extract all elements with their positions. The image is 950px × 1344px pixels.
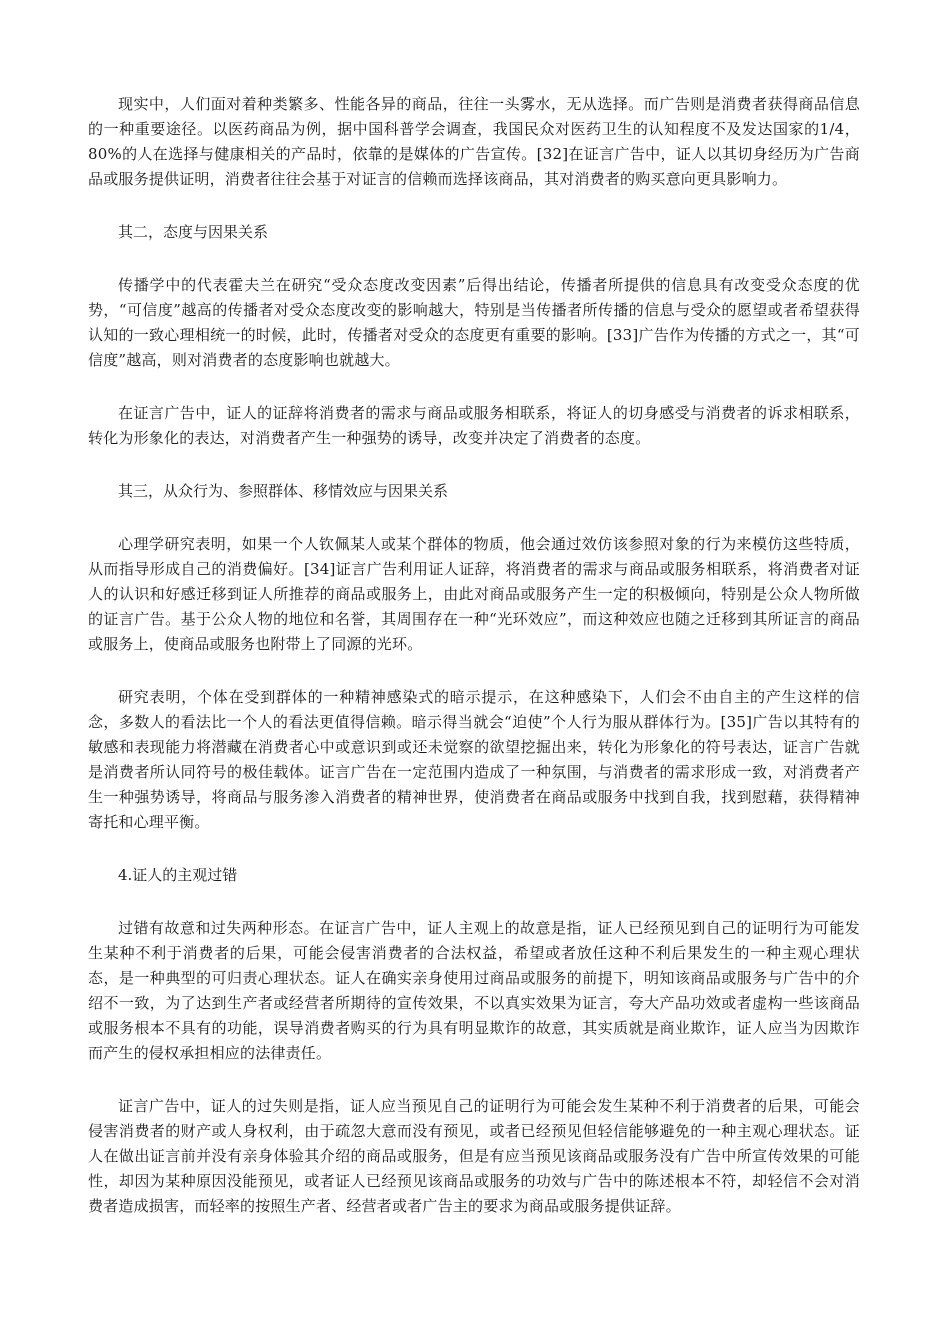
paragraph: 证言广告中，证人的过失则是指，证人应当预见自己的证明行为可能会发生某种不利于消费者的后果，可能会侵害消费者的财产或人身权利，由于疏忽大意而没有预见，或者已经预见但轻信能够避免的一种主观心理状态。证人在做出证言前并没有亲身体验其介绍的商品或服务，但是有应当预见该商品或服务没有广告中所宣传效果的可能性，却因为某种原因没能预见，或者证人已经预见该商品或服务的功效与广告中的陈述根本不符，却轻信不会对消费者造成损害，而轻率的按照生产者、经营者或者广告主的要求为商品或服务提供证辞。: [88, 1097, 860, 1215]
section-heading: 其三，从众行为、参照群体、移情效应与因果关系: [118, 482, 449, 500]
section-heading: 其二，态度与因果关系: [118, 223, 269, 241]
paragraph: 现实中，人们面对着种类繁多、性能各异的商品，往往一头雾水，无从选择。而广告则是消费者获得商品信息的一种重要途径。以医药商品为例，据中国科普学会调查，我国民众对医药卫生的认知程度不及发达国家的1/4，80%的人在选择与健康相关的产品时，依靠的是媒体的广告宣传。[32]在证言广告中，证人以其切身经历为广告商品或服务提供证明，消费者往往会基于对证言的信赖而选择该商品，其对消费者的购买意向更具影响力。: [88, 95, 860, 188]
paragraph: 传播学中的代表霍夫兰在研究“受众态度改变因素”后得出结论，传播者所提供的信息具有改变受众态度的优势，“可信度”越高的传播者对受众态度改变的影响越大，特别是当传播者所传播的信息与受众的愿望或者希望获得认知的一致心理相统一的时候，此时，传播者对受众的态度更有重要的影响。[33]广告作为传播的方式之一，其“可信度”越高，则对消费者的态度影响也就越大。: [88, 276, 860, 369]
document-body: [88, 92, 860, 1247]
paragraph: 过错有故意和过失两种形态。在证言广告中，证人主观上的故意是指，证人已经预见到自己的证明行为可能发生某种不利于消费者的后果，可能会侵害消费者的合法权益，希望或者放任这种不利后果发生的一种主观心理状态，是一种典型的可归责心理状态。证人在确实亲身使用过商品或服务的前提下，明知该商品或服务与广告中的介绍不一致，为了达到生产者或经营者所期待的宣传效果，不以真实效果为证言，夸大产品功效或者虚构一些该商品或服务根本不具有的功能，误导消费者购买的行为具有明显欺诈的故意，其实质就是商业欺诈，证人应当为因欺诈而产生的侵权承担相应的法律责任。: [88, 919, 860, 1062]
paragraph: 在证言广告中，证人的证辞将消费者的需求与商品或服务相联系，将证人的切身感受与消费者的诉求相联系，转化为形象化的表达，对消费者产生一种强势的诱导，改变并决定了消费者的态度。: [88, 404, 860, 447]
paragraph: 研究表明，个体在受到群体的一种精神感染式的暗示提示，在这种感染下，人们会不由自主的产生这样的信念，多数人的看法比一个人的看法更值得信赖。暗示得当就会“迫使”个人行为服从群体行为。[35]广告以其特有的敏感和表现能力将潜藏在消费者心中或意识到或还未觉察的欲望挖掘出来，转化为形象化的符号表达，证言广告就是消费者所认同符号的极佳载体。证言广告在一定范围内造成了一种氛围，与消费者的需求形成一致，对消费者产生一种强势诱导，将商品与服务渗入消费者的精神世界，使消费者在商品或服务中找到自我，找到慰藉，获得精神寄托和心理平衡。: [88, 688, 860, 831]
section-heading: 4.证人的主观过错: [118, 866, 238, 884]
paragraph: 心理学研究表明，如果一个人钦佩某人或某个群体的物质，他会通过效仿该参照对象的行为来模仿这些特质，从而指导形成自己的消费偏好。[34]证言广告利用证人证辞，将消费者的需求与商品或服务相联系，将消费者对证人的认识和好感迁移到证人所推荐的商品或服务上，由此对商品或服务产生一定的积极倾向，特别是公众人物所做的证言广告。基于公众人物的地位和名誉，其周围存在一种“光环效应”，而这种效应也随之迁移到其所证言的商品或服务上，使商品或服务也附带上了同源的光环。: [88, 535, 860, 653]
